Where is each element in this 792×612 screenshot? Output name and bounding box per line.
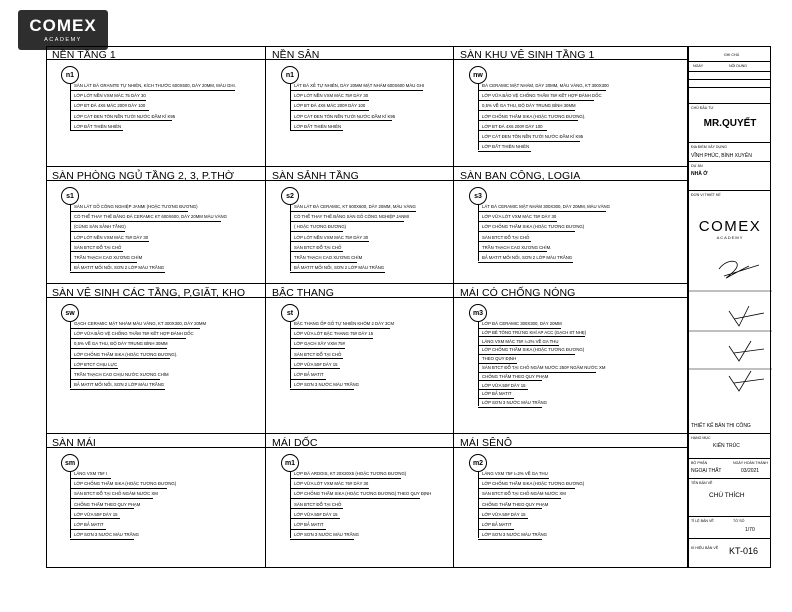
tb-location: VĨNH PHÚC, BÌNH XUYÊN bbox=[691, 153, 752, 159]
tb-notes-head: GHI CHÚ bbox=[724, 53, 740, 57]
tb-project-label: DỰ ÁN bbox=[691, 164, 703, 168]
tb-drawing: CHÚ THÍCH bbox=[709, 492, 745, 499]
spec-line: LỚP SƠN 3 NƯỚC MÀU TRẮNG bbox=[294, 382, 359, 388]
tb-part: NGOẠI THẤT bbox=[691, 468, 722, 474]
spec-line: LỚP ĐẤT THIÊN NHIÊN bbox=[74, 123, 122, 129]
spec-line: THEO QUY ĐỊNH bbox=[482, 356, 517, 362]
spec-marker: n1 bbox=[281, 66, 299, 84]
spec-line: LỚP BT ĐÁ 4X6 MÁC 200# DÀY 100 bbox=[74, 103, 146, 109]
spec-line: BẢ MATIT MỐI NỐI, SƠN 2 LỚP MÀU TRẮNG bbox=[294, 265, 385, 271]
spec-line: BẢ MATIT MỐI NỐI, SƠN 2 LỚP MÀU TRẮNG bbox=[482, 255, 573, 260]
tb-code-label: KÍ HIỆU BẢN VẼ bbox=[691, 546, 719, 550]
spec-cell bbox=[46, 284, 266, 434]
spec-marker: m3 bbox=[469, 304, 487, 322]
spec-line: CHỐNG THẤM THEO QUY PHẠM bbox=[482, 501, 549, 507]
spec-marker: st bbox=[281, 304, 299, 322]
spec-line: SÀN LÁT GỖ CÔNG NGHIỆP JANMI (HOẶC TƯƠNG ĐƯƠNG) bbox=[74, 204, 198, 209]
spec-line: LỚP BẢ MATIT bbox=[482, 522, 512, 527]
spec-line: LỚP GẠCH XÂY VXM 75# bbox=[294, 341, 346, 347]
tb-project: NHÀ Ở bbox=[691, 171, 708, 177]
spec-line: LỚP SƠN 3 NƯỚC MÀU TRẮNG bbox=[482, 532, 547, 538]
spec-line: LÁNG VXM MÁC 75# I=2% VỀ GA THU bbox=[482, 338, 559, 344]
tb-date: 03/2021 bbox=[741, 468, 760, 474]
spec-line: SÀN BTCT ĐỔ TẠI CHỖ bbox=[294, 351, 342, 357]
spec-line: SÀN BTCT ĐỔ TẠI CHỖ NGÂM NƯỚC XM bbox=[482, 491, 566, 497]
spec-line: LỚP BẢ MATIT bbox=[294, 372, 324, 377]
logo-sub: ACADEMY bbox=[44, 37, 82, 43]
spec-line: CHỐNG THẤM THEO QUY PHẠM bbox=[74, 501, 141, 507]
tb-sheet-val: 1/70 bbox=[745, 527, 755, 533]
spec-marker: s2 bbox=[281, 187, 299, 205]
spec-marker: m1 bbox=[281, 454, 299, 472]
spec-line: LỚP VỮA 50# DÀY 15 bbox=[74, 511, 118, 517]
tb-scale-label: TỈ LỆ BẢN VẼ bbox=[691, 519, 714, 523]
spec-line: LỚP CÁT ĐEN TÔN NỀN TƯỚI NƯỚC ĐẦM KĨ K95 bbox=[294, 113, 396, 119]
spec-title: SÀN BAN CÔNG, LOGIA bbox=[460, 170, 581, 182]
spec-line: ĐÁ CERAMIC MẶT NHÁM, DÀY 20MM, MÀU VÀNG, KT 300X300 bbox=[482, 83, 609, 88]
spec-marker: s3 bbox=[469, 187, 487, 205]
spec-line: SÀN LÁT ĐÁ GRANITE TỰ NHIÊN, KÍCH THƯỚC 600X600, DÀY 20MM, MÀU GHI. bbox=[74, 83, 236, 88]
spec-line: LỚP VỮA LÓT VXM MÁC 75# DÀY 30 bbox=[294, 481, 369, 487]
tb-code: KT-016 bbox=[729, 546, 759, 556]
logo bbox=[18, 10, 108, 50]
spec-line: BẢ MATIT MỐI NỐI, SƠN 2 LỚP MÀU TRẮNG bbox=[74, 265, 165, 271]
spec-cell bbox=[454, 434, 688, 568]
spec-marker: nw bbox=[469, 66, 487, 84]
tb-owner: MR.QUYẾT bbox=[703, 118, 757, 129]
spec-line: LỚP BÊ TÔNG TRỨNG KHÍ AP ACC (GẠCH 8T NHẸ) bbox=[482, 329, 587, 335]
tb-designer-logo bbox=[689, 218, 771, 240]
spec-line: BẬC THANG ỐP GỖ TỰ NHIÊN KHÔM 2 DÀY 3CM bbox=[294, 321, 395, 326]
spec-line: LỚP ĐẤT THIÊN NHIÊN bbox=[294, 123, 342, 129]
spec-line: LÁT ĐÁ XẺ TỰ NHIÊN, DÀY 20MM MẶT NHÁM 600X600 MÀU GHI bbox=[294, 83, 425, 88]
tb-col-content: NỘI DUNG bbox=[729, 64, 747, 68]
spec-line: LỚP CÁT ĐEN TÔN NỀN TƯỚI NƯỚC ĐẦM KĨ K95 bbox=[74, 113, 176, 119]
spec-cell bbox=[454, 46, 688, 167]
spec-line: LỢP ĐÁ ARDOIS, KT 20X20X5 (HOẶC TƯƠNG ĐƯƠNG) bbox=[294, 471, 407, 476]
spec-line: LỚP BTCT CHỊU LỰC bbox=[74, 361, 118, 367]
spec-line: SÀN BTCT ĐỔ TẠI CHỖ bbox=[294, 501, 342, 507]
spec-title: MÁI DỐC bbox=[272, 437, 318, 449]
spec-line: LỚP CÁT ĐEN TÔN NỀN TƯỚI NƯỚC ĐẦM KĨ K95 bbox=[482, 134, 584, 139]
tb-sheet-label: TỜ SỐ bbox=[733, 519, 745, 523]
spec-line: LỚP CHỐNG THẤM SIKA (HOẶC TƯƠNG ĐƯƠNG). bbox=[74, 351, 178, 357]
spec-line: SÀN BTCT ĐỔ TẠI CHỖ bbox=[482, 234, 530, 240]
spec-line: TRẦN THẠCH CAO XƯƠNG CHÌM bbox=[294, 255, 363, 260]
spec-line: LỚP CHỐNG THẤM SIKA (HOẶC TƯƠNG ĐƯƠNG). bbox=[482, 113, 586, 119]
spec-line: LỚP VỮA BẢO VỆ CHỐNG THẤM 75# KẾT HỢP ĐÁNH DỐC bbox=[74, 331, 194, 337]
tb-col-date: NGÀY bbox=[693, 64, 704, 68]
spec-cell bbox=[266, 46, 454, 167]
spec-line: SÀN BTCT ĐỔ TẠI CHỖ NGÂM NƯỚC 250# NGÂM NƯỚC XM bbox=[482, 365, 606, 370]
spec-cell bbox=[46, 46, 266, 167]
spec-line: LỚP SƠN 3 NƯỚC MÀU TRẮNG bbox=[482, 400, 547, 406]
tb-sign-note: THIẾT KẾ BẢN THI CÔNG bbox=[691, 423, 751, 429]
spec-line: LỚP VỮA BẢO VỆ CHỐNG THẤM 75# KẾT HỢP ĐÁNH DỐC bbox=[482, 93, 602, 99]
spec-marker: sm bbox=[61, 454, 79, 472]
spec-line: SÀN BTCT ĐỔ TẠI CHỖ bbox=[294, 244, 342, 250]
spec-marker: n1 bbox=[61, 66, 79, 84]
spec-line: CÓ THỂ THAY THẾ BẰNG SÀN GỖ CÔNG NGHIỆP JANMI bbox=[294, 214, 410, 220]
spec-line: LỚP CHỐNG THẤM SIKA (HOẶC TƯƠNG ĐƯƠNG) bbox=[482, 347, 585, 353]
spec-title: SÀN PHÒNG NGỦ TẦNG 2, 3, P.THỜ bbox=[52, 170, 234, 182]
spec-line: LỚP VỮA 50# DÀY 15 bbox=[482, 382, 526, 388]
spec-line: LỚP LÓT NỀN VXM MÁC 75# DÀY 30 bbox=[294, 93, 369, 99]
spec-line: LỚP BẢ MATIT bbox=[74, 522, 104, 527]
spec-line: LỚP VỮA 50# DÀY 15 bbox=[294, 511, 338, 517]
spec-line: LỚP LÓT NỀN VXM MÁC 75# DÀY 30 bbox=[74, 234, 149, 240]
spec-line: LÁNG VXM 75# I bbox=[74, 471, 107, 476]
spec-line: LỚP ĐÁ CERAMIC 300X300, DÀY 20MM bbox=[482, 321, 562, 326]
spec-line: LỚP BT ĐÁ 4X6 MÁC 200# DÀY 100 bbox=[294, 103, 366, 109]
tb-part-label: BỘ PHẬN bbox=[691, 461, 708, 465]
spec-line: LÁT ĐÁ CERAMIC MẶT NHÁM 300X300, DÀY 20MM, MÀU VÀNG bbox=[482, 204, 610, 209]
spec-line: BẢ MATIT MỐI NỐI, SƠN 2 LỚP MÀU TRẮNG bbox=[74, 382, 165, 388]
spec-line: LỚP ĐẤT THIÊN NHIÊN bbox=[482, 144, 530, 150]
spec-marker: m2 bbox=[469, 454, 487, 472]
spec-title: SÀN VỆ SINH CÁC TẦNG, P,GIẶT, KHO bbox=[52, 287, 246, 299]
spec-line: LỚP VỮA LÓT BẬC THANG 75# DÀY 15 bbox=[294, 331, 374, 337]
spec-line: LỚP CHỐNG THẤM SIKA (HOẶC TƯƠNG ĐƯƠNG) bbox=[482, 481, 585, 487]
spec-line: LỚP SƠN 3 NƯỚC MÀU TRẮNG bbox=[74, 532, 139, 538]
spec-cell bbox=[46, 434, 266, 568]
spec-line: SÀN BTCT ĐỔ TẠI CHỖ bbox=[74, 244, 122, 250]
spec-line: LỚP CHỐNG THẤM SIKA (HOẶC TƯƠNG ĐƯƠNG) bbox=[482, 224, 585, 230]
spec-line: LỚP LÓT NỀN VXM MÁC 75# DÀY 30 bbox=[294, 234, 369, 240]
tb-owner-label: CHỦ ĐẦU TƯ bbox=[691, 106, 714, 110]
spec-title: SÀN SẢNH TẦNG bbox=[272, 170, 359, 182]
tb-logo-name: COMEX bbox=[698, 218, 762, 235]
spec-line: SÀN LÁT ĐÁ CERAMIC, KT 600X600, DÀY 20MM, MÀU VÀNG bbox=[294, 204, 416, 209]
spec-line: LỚP BẢ MATIT bbox=[294, 522, 324, 527]
signature-stamps bbox=[689, 251, 772, 401]
spec-line: ( HOẶC TƯƠNG ĐƯƠNG) bbox=[294, 224, 347, 230]
spec-cell bbox=[46, 167, 266, 284]
spec-line: TRẦN THẠCH CAO XƯƠNG CHÌM bbox=[74, 255, 143, 260]
spec-cell bbox=[454, 284, 688, 434]
spec-cell bbox=[266, 167, 454, 284]
spec-line: LỚP VỮA LÓT VXM MÁC 75# DÀY 30 bbox=[482, 214, 557, 220]
spec-marker: s1 bbox=[61, 187, 79, 205]
spec-line: LỚP SƠN 3 NƯỚC MÀU TRẮNG bbox=[294, 532, 359, 538]
tb-drawing-label: TÊN BẢN VẼ bbox=[691, 481, 713, 485]
spec-line: 0,5% VỀ GA THU, ĐỘ DÀY TRUNG BÌNH 30MM bbox=[482, 103, 576, 109]
spec-line: SÀN BTCT ĐỔ TẠI CHỖ NGÂM NƯỚC XM bbox=[74, 491, 158, 497]
spec-title: MÁI SÊNÔ bbox=[460, 437, 513, 449]
spec-line: LỚP BT ĐÁ 4X6 200# DÀY 100 bbox=[482, 123, 543, 129]
spec-line: LỚP LÓT NỀN VXM MÁC 75 DÀY 30 bbox=[74, 93, 146, 99]
spec-title: NỀN SÂN bbox=[272, 49, 320, 61]
spec-line: LỚP VỮA 50# DÀY 15 bbox=[294, 361, 338, 367]
spec-title: SÀN MÁI bbox=[52, 437, 96, 449]
spec-line: 0,5% VỀ GA THU, ĐỘ DÀY TRUNG BÌNH 30MM bbox=[74, 341, 168, 347]
spec-line: CHỐNG THẤM THEO QUY PHẠM bbox=[482, 373, 549, 379]
spec-line: LỚP BẢ MATIT bbox=[482, 391, 512, 397]
tb-stage-label: HẠNG MỤC bbox=[691, 436, 711, 440]
spec-line: LỚP CHỐNG THẤM SIKA (HOẶC TƯƠNG ĐƯƠNG) THEO QUY ĐỊNH bbox=[294, 491, 432, 497]
spec-title: MÁI CÓ CHỐNG NÓNG bbox=[460, 287, 576, 299]
logo-name: COMEX bbox=[29, 16, 97, 35]
spec-line: GẠCH CERAMIC MẶT NHÁM MÀU VÀNG, KT 300X300, DÀY 20MM bbox=[74, 321, 207, 326]
spec-line: LỚP VỮA 50# DÀY 15 bbox=[482, 511, 526, 517]
spec-line: TRẦN THẠCH CAO CHỊU NƯỚC XƯƠNG CHÌM bbox=[74, 372, 169, 377]
spec-marker: sw bbox=[61, 304, 79, 322]
tb-logo-sub: ACADEMY bbox=[716, 235, 744, 240]
spec-cell bbox=[266, 284, 454, 434]
spec-line: LỚP CHỐNG THẤM SIKA (HOẶC TƯƠNG ĐƯƠNG) bbox=[74, 481, 177, 487]
spec-cell bbox=[266, 434, 454, 568]
spec-title: BẬC THANG bbox=[272, 287, 334, 299]
tb-location-label: ĐỊA ĐIỂM XÂY DỰNG bbox=[691, 145, 727, 149]
spec-title: NỀN TẦNG 1 bbox=[52, 49, 116, 61]
spec-line: TRẦN THẠCH CAO XƯƠNG CHÌM. bbox=[482, 244, 552, 250]
title-block bbox=[688, 46, 771, 568]
tb-stage: KIẾN TRÚC bbox=[713, 443, 740, 449]
tb-date-label: NGÀY HOÀN THÀNH bbox=[733, 461, 768, 465]
spec-line: LÁNG VXM 75# I=2% VỀ GA THU bbox=[482, 471, 548, 476]
tb-designer-label: ĐƠN VỊ THIẾT KẾ bbox=[691, 193, 721, 197]
spec-line: (CÙNG SÀN SẢNH TẦNG) bbox=[74, 224, 126, 230]
spec-cell bbox=[454, 167, 688, 284]
spec-line: CÓ THỂ THAY THẾ BẰNG ĐÁ CERAMIC KT 600X600, DÀY 20MM MÀU VÀNG bbox=[74, 214, 227, 220]
spec-title: SÀN KHU VỆ SINH TẦNG 1 bbox=[460, 49, 595, 61]
